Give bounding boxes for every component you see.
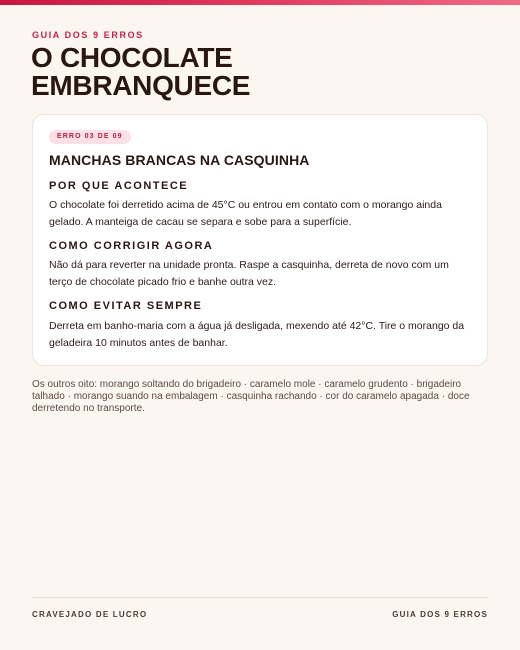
error-card xyxy=(32,114,488,366)
guide-kicker: GUIA DOS 9 ERROS xyxy=(32,30,144,40)
footer-divider xyxy=(32,597,488,598)
section-heading-prevent: COMO EVITAR SEMPRE xyxy=(49,300,203,312)
top-accent-bar xyxy=(0,0,520,5)
section-body-fix: Não dá para reverter na unidade pronta. Raspe a casquinha, derreta de novo com um terço de chocolate picado frio e banhe outra vez. xyxy=(49,259,449,288)
section-heading-fix: COMO CORRIGIR AGORA xyxy=(49,240,214,252)
footer-brand: CRAVEJADO DE LUCRO xyxy=(32,610,148,619)
error-number-badge: ERRO 03 DE 09 xyxy=(49,130,131,144)
page-title-line-1: O CHOCOLATE xyxy=(31,42,233,73)
other-errors-list: Os outros oito: morango soltando do brigadeiro · caramelo mole · caramelo grudento · brigadeiro talhado · morango suando na embalagem · casquinha rachando · cor do caramelo apagada · doce derretendo no transporte. xyxy=(32,379,470,414)
footer-guide-name: GUIA DOS 9 ERROS xyxy=(392,610,488,619)
section-body-prevent: Derreta em banho-maria com a água já desligada, mexendo até 42°C. Tire o morango da geladeira 10 minutos antes de banhar. xyxy=(49,320,465,349)
section-body-why: O chocolate foi derretido acima de 45°C ou entrou em contato com o morango ainda gelado. A manteiga de cacau se separa e sobe para a superfície. xyxy=(49,199,442,228)
section-heading-why: POR QUE ACONTECE xyxy=(49,180,189,192)
page-title-line-2: EMBRANQUECE xyxy=(31,70,251,101)
error-title: MANCHAS BRANCAS NA CASQUINHA xyxy=(49,152,310,168)
page-title xyxy=(31,44,471,100)
